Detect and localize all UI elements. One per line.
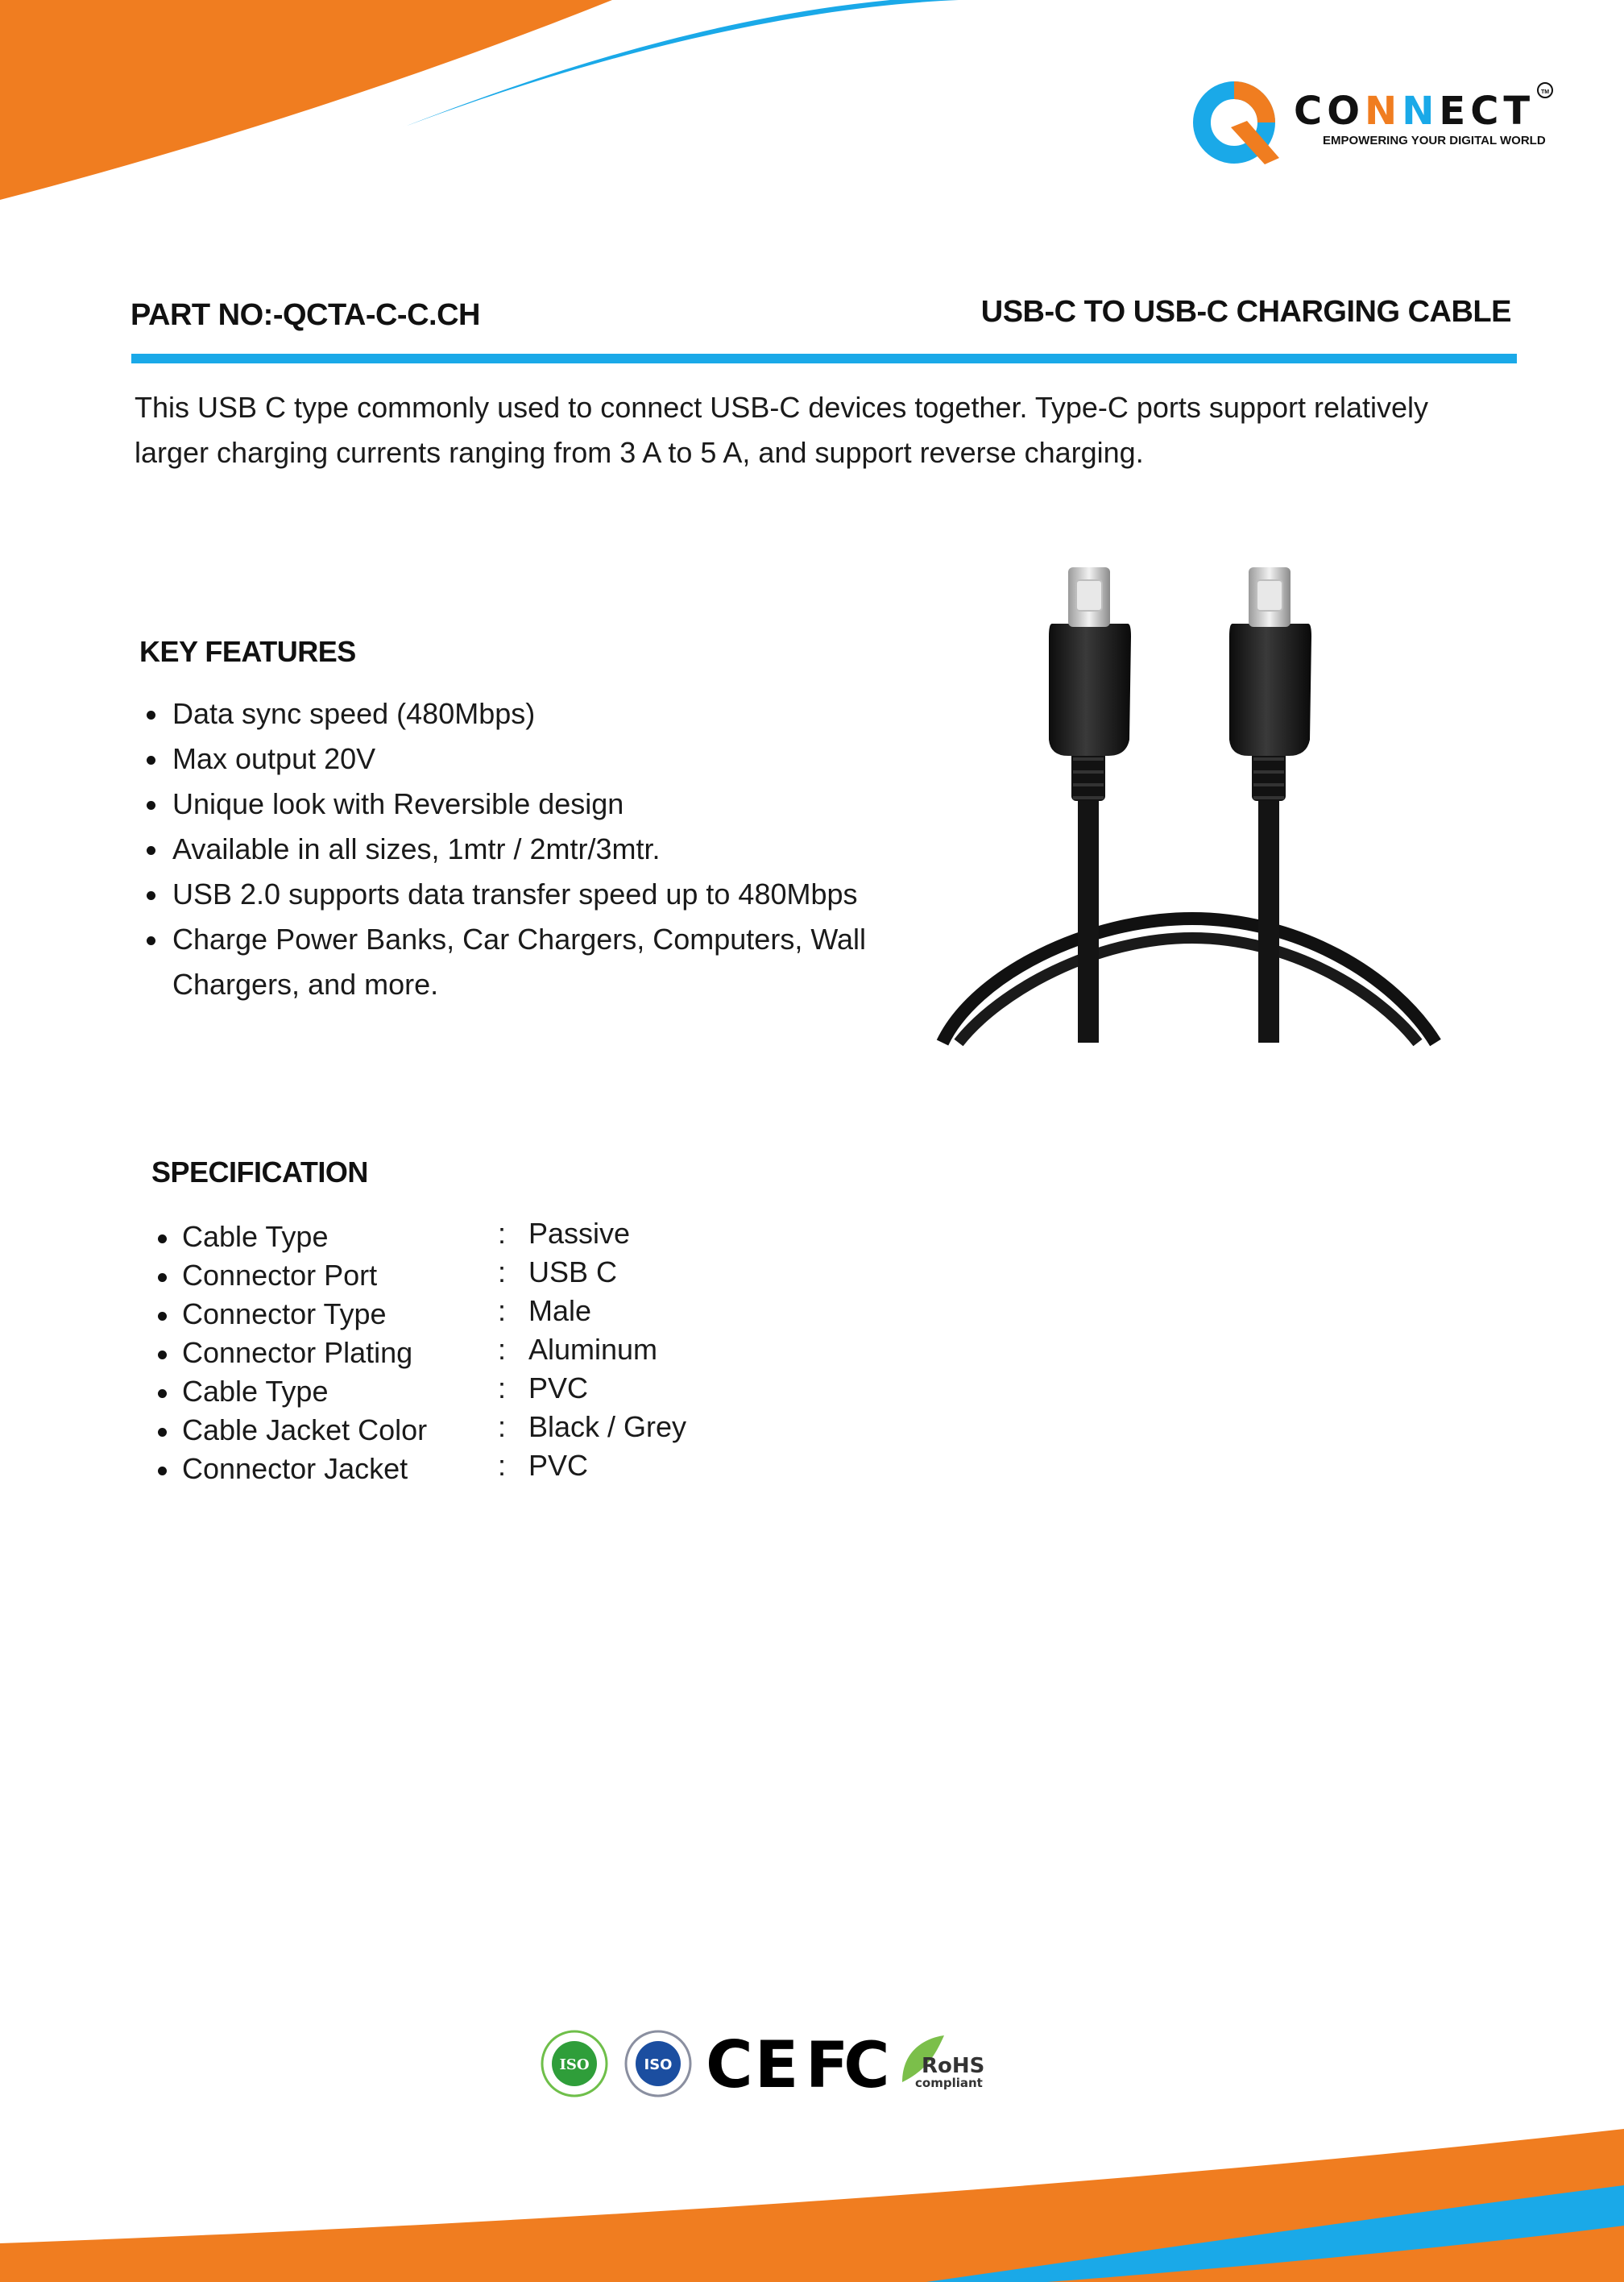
spec-separator: : xyxy=(498,1371,507,1404)
spec-row xyxy=(151,1292,876,1331)
specification-heading: SPECIFICATION xyxy=(151,1156,368,1189)
spec-row xyxy=(151,1331,876,1370)
product-title: USB-C TO USB-C CHARGING CABLE xyxy=(980,295,1511,329)
spec-key: Connector Port xyxy=(182,1259,378,1292)
spec-key: Connector Jacket xyxy=(182,1452,408,1485)
product-description: This USB C type commonly used to connect USB-C devices together. Type-C ports support relatively larger charging currents ranging from 3 A to 5 A, and support reverse charging. xyxy=(135,391,1429,469)
fc-mark-icon xyxy=(806,2029,886,2102)
spec-key: Cable Type xyxy=(182,1375,329,1408)
usb-c-cable-icon xyxy=(942,556,1439,1043)
spec-value: PVC xyxy=(528,1449,589,1482)
feature-item: Available in all sizes, 1mtr / 2mtr/3mtr. xyxy=(140,827,914,872)
spec-value: Male xyxy=(528,1294,592,1327)
feature-item: Charge Power Banks, Car Chargers, Computers, Wall Chargers, and more. xyxy=(140,917,914,1007)
spec-row xyxy=(151,1215,876,1254)
iso-blue-seal-icon xyxy=(624,2029,693,2098)
brand-wordmark: CONNECT xyxy=(1294,89,1535,134)
spec-value: Black / Grey xyxy=(528,1410,687,1443)
spec-value: Aluminum xyxy=(528,1333,658,1366)
spec-value: Passive xyxy=(528,1217,631,1250)
bullet xyxy=(158,1351,167,1359)
spec-key: Connector Plating xyxy=(182,1336,413,1369)
spec-separator: : xyxy=(498,1217,507,1250)
spec-key: Connector Type xyxy=(182,1297,387,1330)
brand-logo xyxy=(1191,77,1553,174)
feature-item: Data sync speed (480Mbps) xyxy=(140,691,914,736)
feature-item: Unique look with Reversible design xyxy=(140,782,914,827)
spec-separator: : xyxy=(498,1255,507,1288)
bullet xyxy=(158,1273,167,1282)
feature-item: USB 2.0 supports data transfer speed up to 480Mbps xyxy=(140,872,914,917)
spec-row xyxy=(151,1370,876,1409)
trademark-badge: TM xyxy=(1537,82,1553,98)
brand-tagline: EMPOWERING YOUR DIGITAL WORLD xyxy=(1323,134,1546,147)
bullet xyxy=(158,1389,167,1398)
part-number: PART NO:-QCTA-C-C.CH xyxy=(130,298,480,332)
q-logo-icon xyxy=(1191,77,1286,172)
specification-table xyxy=(151,1215,876,1486)
bullet xyxy=(158,1467,167,1475)
svg-text:ISO: ISO xyxy=(644,2056,673,2073)
spec-row xyxy=(151,1447,876,1486)
feature-item: Max output 20V xyxy=(140,736,914,782)
spec-separator: : xyxy=(498,1410,507,1443)
bullet xyxy=(158,1234,167,1243)
spec-row xyxy=(151,1409,876,1447)
key-features-list xyxy=(140,691,914,1007)
rohs-leaf-icon xyxy=(897,2029,991,2098)
spec-value: PVC xyxy=(528,1371,589,1404)
spec-key: Cable Jacket Color xyxy=(182,1413,428,1446)
svg-text:FC: FC xyxy=(806,2030,885,2102)
bottom-decoration xyxy=(0,2105,1624,2282)
svg-text:RoHS: RoHS xyxy=(922,2054,985,2078)
bullet xyxy=(158,1312,167,1321)
spec-separator: : xyxy=(498,1333,507,1366)
svg-text:ISO: ISO xyxy=(559,2056,590,2073)
ce-mark-icon xyxy=(706,2027,801,2102)
header-divider xyxy=(131,354,1517,363)
svg-text:CE: CE xyxy=(706,2027,801,2102)
spec-separator: : xyxy=(498,1449,507,1482)
bullet xyxy=(158,1428,167,1437)
spec-value: USB C xyxy=(528,1255,618,1288)
spec-row xyxy=(151,1254,876,1292)
spec-separator: : xyxy=(498,1294,507,1327)
certification-logos xyxy=(540,2027,991,2102)
svg-text:compliant: compliant xyxy=(915,2076,983,2090)
key-features-heading: KEY FEATURES xyxy=(139,635,356,668)
iso-green-seal-icon xyxy=(540,2029,609,2098)
spec-key: Cable Type xyxy=(182,1220,329,1253)
